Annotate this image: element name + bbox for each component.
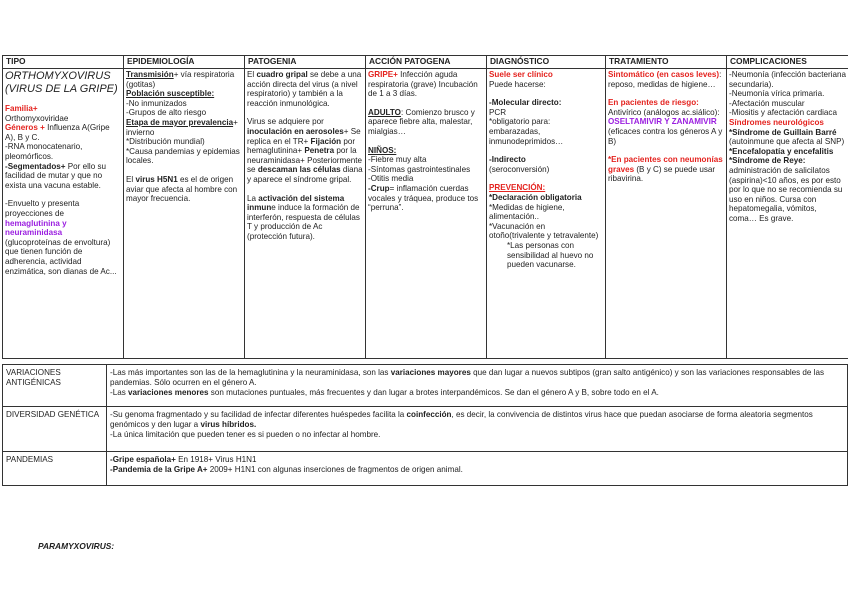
var-l1c: que dan lugar a nuevos subtipos (gran salto antigénico) y son las variaciones responsables de las pandemias. Sólo ocurren en el género A. <box>110 368 825 387</box>
header-complicaciones: COMPLICACIONES <box>727 56 848 69</box>
obligatorio-text: *obligatorio para: embarazadas, inmunodeprimidos… <box>489 117 564 146</box>
gripe-value: Infección aguda respiratoria (grave) Incubación de 1 a 3 días. <box>368 70 478 99</box>
hemaglutinina-text: hemaglutinina y neuraminidasa <box>5 218 67 238</box>
header-tipo: TIPO <box>3 56 124 69</box>
pat-c3: e induce la formación de interferón, respuesta de células T y producción de Ac (protección futura). <box>247 203 360 241</box>
pat-b3: + Se replica en el TR+ <box>247 126 361 146</box>
neumonias-label: *En pacientes con neumonías graves <box>608 155 723 174</box>
generos-value: Influenza A(Gripe A), B y C. <box>5 123 110 142</box>
pat-b1: Virus se adquiere por <box>247 117 324 127</box>
reye-value: administración de salicilatos (aspirina)<10 años, es por esto por lo que no se recomienda su uso en niños. Cursa con hepatomegalia, vómitos, coma… Es grave. <box>729 165 843 223</box>
header-epidemiologia: EPIDEMIOLOGÍA <box>124 56 245 69</box>
header-tratamiento: TRATAMIENTO <box>606 56 727 69</box>
var-l1b: variaciones mayores <box>390 368 471 377</box>
reye-label: *Síndrome de Reye: <box>729 156 806 166</box>
antiviricos-text: Antivírico (análogos ac.siálico): <box>608 107 720 117</box>
pcr-text: PCR <box>489 107 507 117</box>
neumonias-value: (B y C) se puede usar ribavirina. <box>608 164 716 184</box>
row-pandemias <box>3 452 848 486</box>
declaracion-text: *Declaración obligatoria <box>489 192 582 202</box>
pat-c1: La <box>247 193 259 203</box>
cell-complicaciones <box>727 69 848 359</box>
adulto-label: ADULTO <box>368 107 401 117</box>
crup-value: = inflamación cuerdas vocales y tráquea, produce tos “perruna”. <box>368 183 479 213</box>
pat-b8: descaman las células <box>257 165 341 175</box>
sintomatico-label: Sintomático (en casos leves) <box>608 70 720 79</box>
pandemias-label: PANDEMIAS <box>3 452 107 486</box>
virus-title: ORTHOMYXOVIRUS (VIRUS DE LA GRIPE) <box>5 70 118 95</box>
cell-tratamiento <box>606 69 727 359</box>
main-table <box>2 55 848 359</box>
distribucion-1: *Distribución mundial) <box>126 137 205 147</box>
transmision-label: Transmisión <box>126 70 174 79</box>
adulto-value: : Comienzo brusco y aparece fiebre alta, malestar, mialgias… <box>368 107 475 136</box>
segmentados-value: Por ello su facilidad de mutar y que no exista una vacuna estable. <box>5 161 106 190</box>
pat-c2: activación del sistema inmun <box>247 193 345 213</box>
familia-label: Familia+ <box>5 104 38 113</box>
pat-b7: por la neuraminidasa+ Posteriormente se <box>247 146 362 175</box>
sintomatico-value: : reposo, medidas de higiene… <box>608 70 722 89</box>
paramyxovirus-heading: PARAMYXOVIRUS: <box>38 541 115 551</box>
etapa-value: + invierno <box>126 117 238 137</box>
generos-label: Géneros + <box>5 123 45 133</box>
variaciones-content <box>107 365 848 407</box>
div-l1c: , es decir, la convivencia de distintos virus hace que puedan asociarse de forma aleatoria segmentos genómicos y den lugar a <box>110 410 813 429</box>
seroconversion-text: (seroconversión) <box>489 164 550 174</box>
rna-text: -RNA monocatenario, pleomórficos. <box>5 142 83 161</box>
oseltamivir-text: OSELTAMIVIR Y ZANAMIVIR <box>608 117 717 127</box>
riesgo-label: En pacientes de riesgo: <box>608 98 699 108</box>
pat-b5: por hemaglutinina+ <box>247 136 356 156</box>
pand-l1a: -Gripe española+ <box>110 455 176 464</box>
cell-patogenia <box>245 69 366 359</box>
cell-tipo <box>3 69 124 359</box>
h5n1-post: es el de origen aviar que afecta al hombre con mayor frecuencia. <box>126 174 238 204</box>
diversidad-content <box>107 407 848 452</box>
envuelto-text: -Envuelto y presenta proyecciones de <box>5 199 80 218</box>
pand-l1b: En 1918+ Virus H1N1 <box>175 455 257 464</box>
secondary-table <box>2 364 848 486</box>
guillain-label: *Síndrome de Guillain Barré <box>729 127 837 137</box>
var-l2a: -Las <box>110 387 128 397</box>
div-l1a: -Su genoma fragmentado y su facilidad de infectar diferentes huéspedes facilita la <box>110 410 407 419</box>
glucoproteinas-text: (glucoproteínas de envoltura) que tienen función de adherencia, actividad enzimática, son dianas de Ac... <box>5 237 117 276</box>
etapa-label: Etapa de mayor prevalencia <box>126 117 234 127</box>
h5n1-pre: El <box>126 174 136 184</box>
pat-a3: se debe a una acción directa del virus (a nivel respiratorio) y también a la reacción inmunológica. <box>247 70 362 108</box>
encefalopatia-text: *Encefalopatía y encefalitis <box>729 146 834 156</box>
var-l2b: variaciones menores <box>128 387 209 397</box>
comp-1: -Neumonía (infección bacteriana secundaria). <box>729 70 846 89</box>
ninos-2: -Síntomas gastrointestinales <box>368 164 471 174</box>
pat-b2: inoculación en aerosoles <box>247 126 344 136</box>
ninos-3: -Otitis media <box>368 174 414 184</box>
ninos-label: NIÑOS: <box>368 145 397 155</box>
div-l2: -La única limitación que pueden tener es si pueden o no infectar al hombre. <box>110 429 381 439</box>
comp-4: -Miositis y afectación cardiaca <box>729 108 837 118</box>
div-l1d: virus híbridos. <box>200 419 257 429</box>
medidas-text: *Medidas de higiene, alimentación.. <box>489 202 565 222</box>
header-diagnostico: DIAGNÓSTICO <box>487 56 606 69</box>
div-l1b: coinfección <box>406 410 452 419</box>
var-l1a: -Las más importantes son las de la hemaglutinina y la neuraminidasa, son las <box>110 368 391 377</box>
poblacion-label: Población susceptible: <box>126 89 215 99</box>
pandemias-content <box>107 452 848 486</box>
row-diversidad <box>3 407 848 452</box>
gripe-label: GRIPE+ <box>368 70 398 79</box>
header-row <box>3 56 848 69</box>
pand-l2a: -Pandemia de la Gripe A+ <box>110 464 208 474</box>
pat-b9: diana y aparece el síndrome gripal. <box>247 165 363 184</box>
diversidad-label: DIVERSIDAD GENÉTICA <box>3 407 107 452</box>
header-accion-patogena: ACCIÓN PATOGENA <box>366 56 487 69</box>
molecular-label: -Molecular directo: <box>489 98 562 108</box>
guillain-value: (autoinmune que afecta al SNP) <box>729 137 845 147</box>
poblacion-2: -Grupos de alto riesgo <box>126 108 207 118</box>
eficaces-text: (eficaces contra los géneros A y B) <box>608 126 723 146</box>
comp-3: -Afectación muscular <box>729 98 805 108</box>
segmentados-label: -Segmentados+ <box>5 161 66 171</box>
row-variaciones <box>3 365 848 407</box>
cell-accion-patogena <box>366 69 487 359</box>
content-row <box>3 69 848 359</box>
personas-text: *Las personas con sensibilidad al huevo no pueden vacunarse. <box>507 240 594 270</box>
vacunacion-text: *Vacunación en otoño(trivalente y tetravalente) <box>489 221 599 241</box>
clinico-text: Suele ser clínico <box>489 70 553 79</box>
familia-value: Orthomyxoviridae <box>5 113 69 123</box>
pat-a1: El <box>247 70 257 79</box>
crup-label: -Crup <box>368 183 390 193</box>
transmision-value: + vía respiratoria (gotitas) <box>126 70 235 89</box>
puede-text: Puede hacerse: <box>489 79 546 89</box>
prevencion-label: PREVENCIÓN: <box>489 183 546 193</box>
h5n1-bold: virus H5N1 <box>135 174 178 184</box>
pat-b4: Fijación <box>310 136 342 146</box>
variaciones-label: VARIACIONES ANTIGÉNICAS <box>3 365 107 407</box>
indirecto-label: -Indirecto <box>489 155 526 165</box>
ninos-1: -Fiebre muy alta <box>368 155 427 165</box>
pand-l2b: 2009+ H1N1 con algunas inserciones de fragmentos de origen animal. <box>207 464 463 474</box>
pat-b6: Penetra <box>304 146 335 156</box>
var-l2c: son mutaciones puntuales, más frecuentes y dan lugar a brotes interpandémicos. Se dan el género A y B, sobre todo en el A. <box>208 387 659 397</box>
cell-epidemiologia <box>124 69 245 359</box>
distribucion-2: *Causa pandemias y epidemias locales. <box>126 146 240 166</box>
poblacion-1: -No inmunizados <box>126 98 187 108</box>
header-patogenia: PATOGENIA <box>245 56 366 69</box>
cell-diagnostico <box>487 69 606 359</box>
pat-a2: cuadro gripal <box>256 70 308 79</box>
comp-2: -Neumonía vírica primaria. <box>729 89 825 99</box>
sindromes-label: Síndromes neurológicos <box>729 117 824 127</box>
